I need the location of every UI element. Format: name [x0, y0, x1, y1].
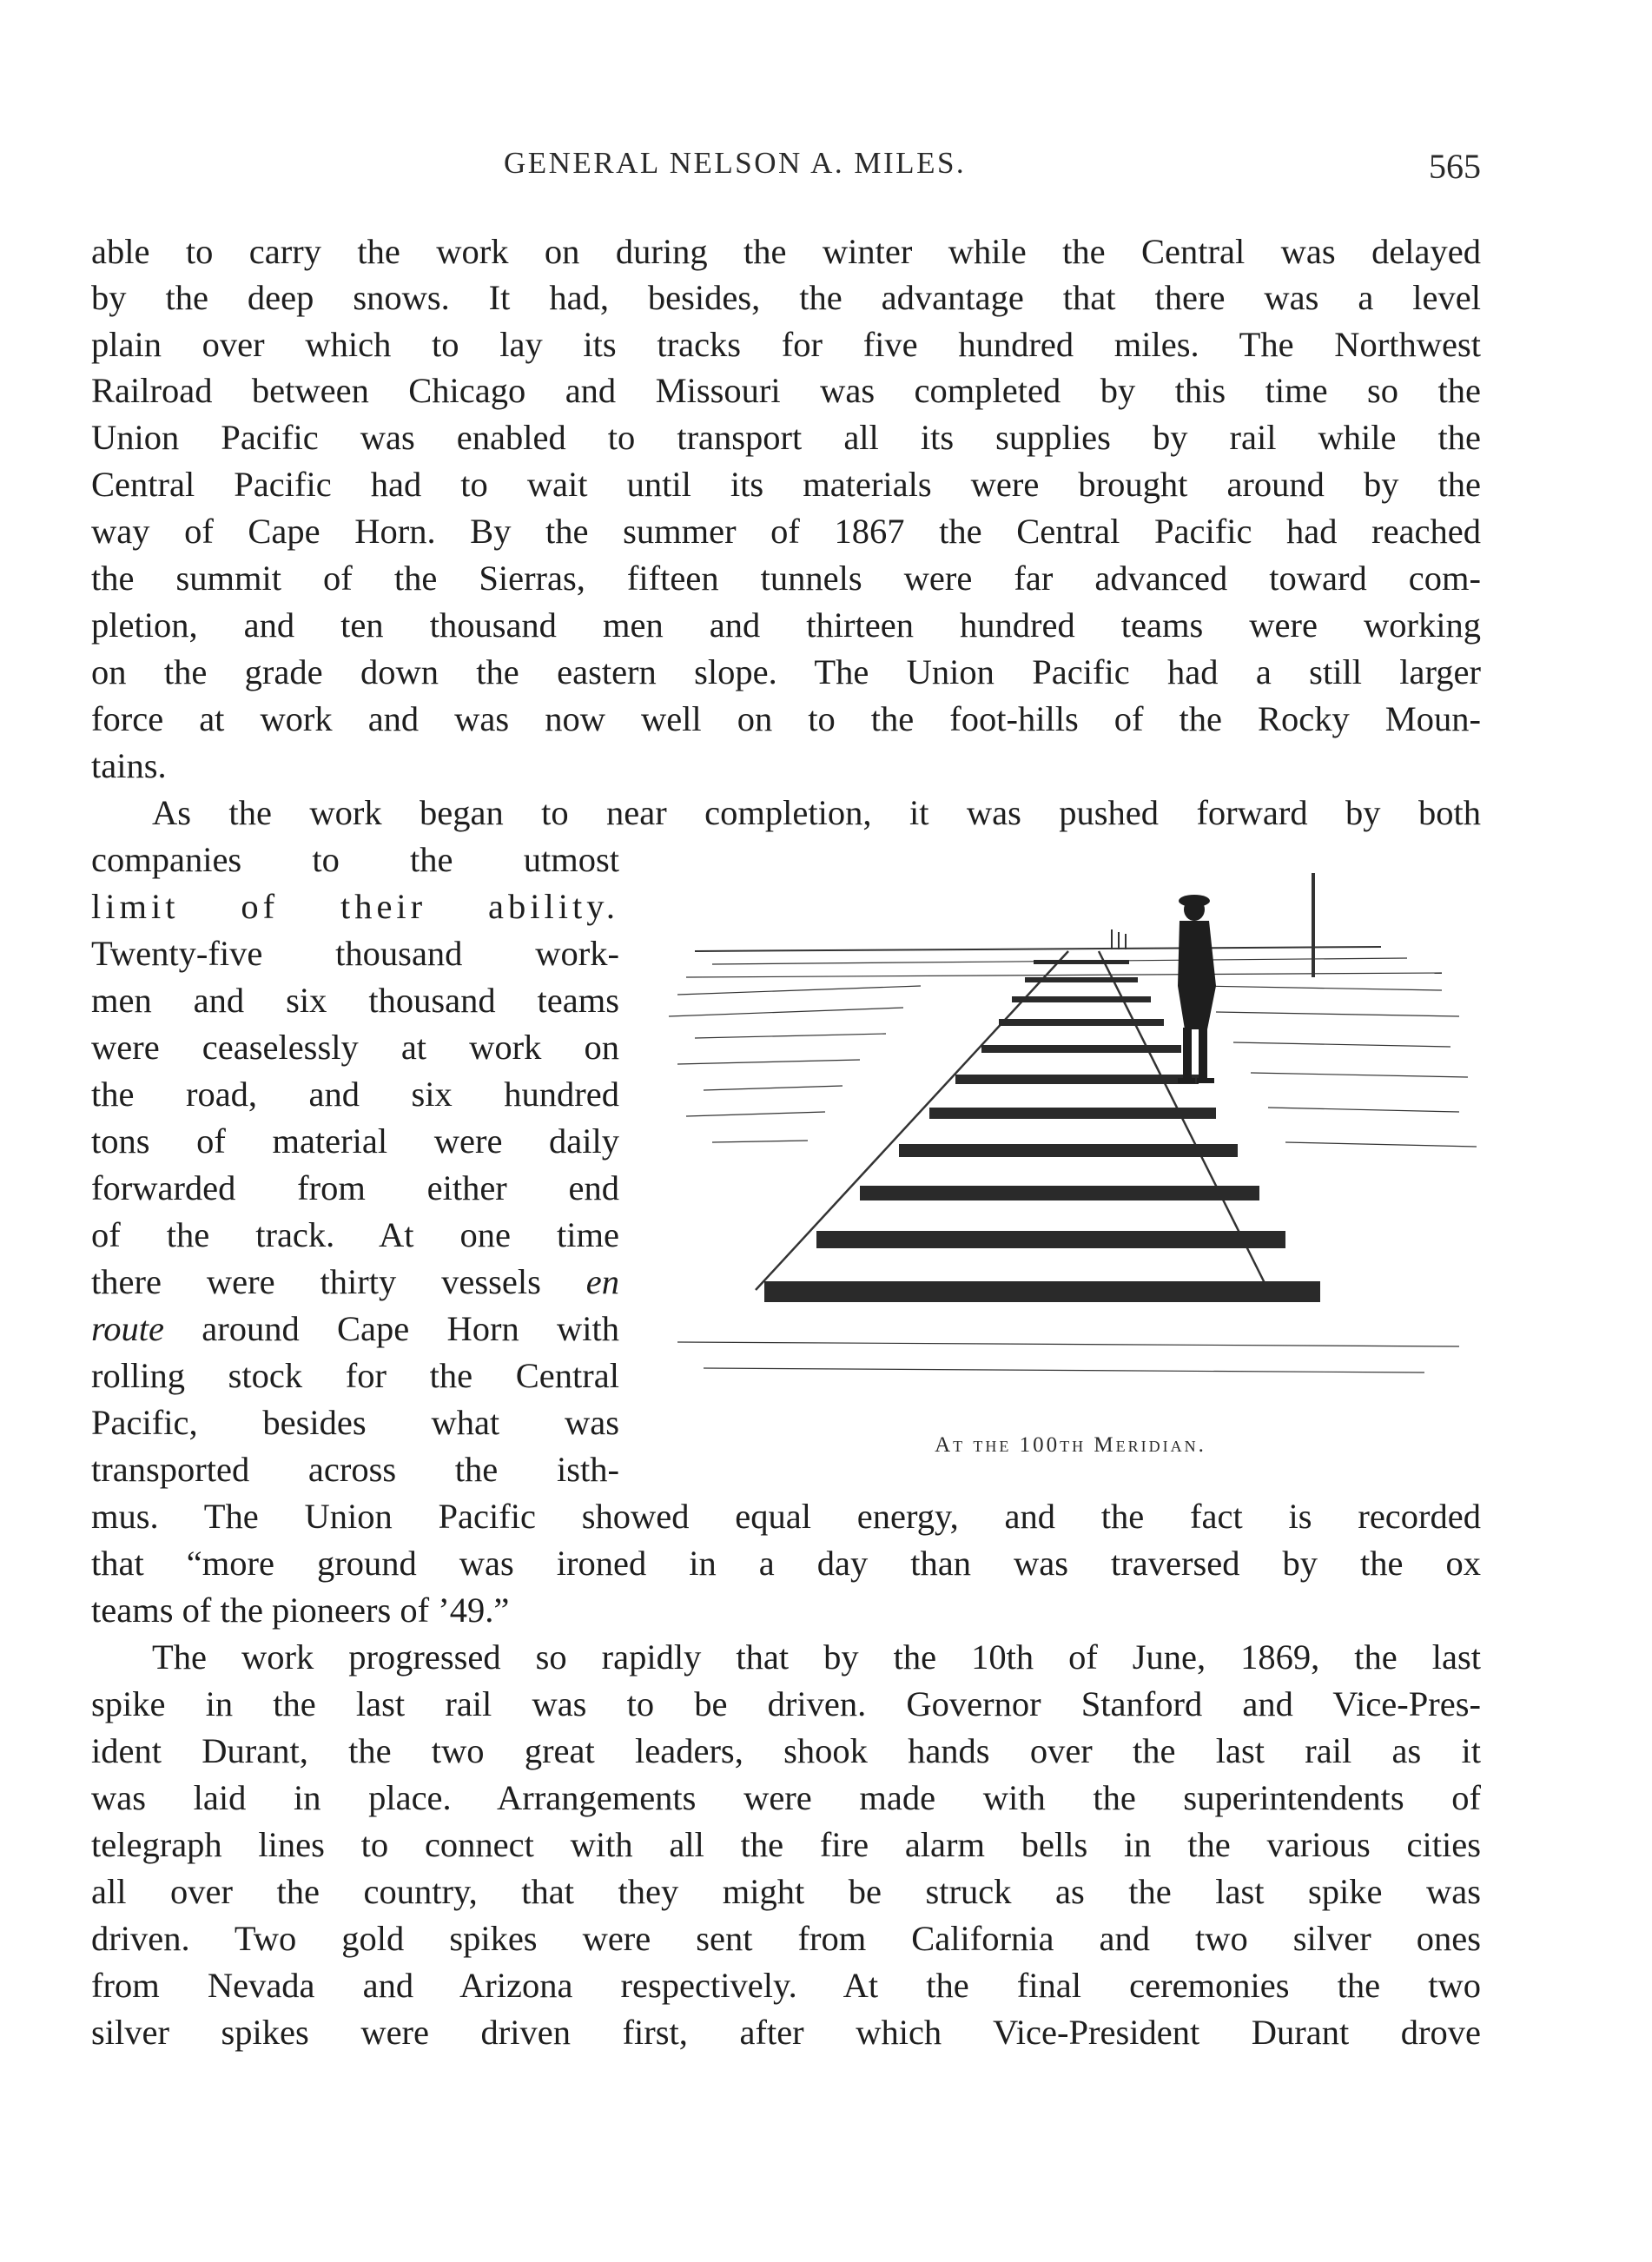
text-line: pletion, and ten thousand men and thirteen hundred teams were working — [91, 605, 1481, 645]
text-line: from Nevada and Arizona respectively. At the final ceremonies the two — [91, 1966, 1481, 2005]
text-line: Railroad between Chicago and Missouri was completed by this time so the — [91, 371, 1481, 410]
railroad-ties — [764, 960, 1320, 1302]
figure-caption: At the 100th Meridian. — [935, 1433, 1206, 1457]
text-line: driven. Two gold spikes were sent from California and two silver ones — [91, 1919, 1481, 1958]
text-line: by the deep snows. It had, besides, the advantage that there was a level — [91, 278, 1481, 317]
text-line — [91, 1260, 619, 1304]
engraving-illustration — [660, 856, 1481, 1412]
text-line: silver spikes were driven first, after which Vice-President Durant drove — [91, 2013, 1481, 2052]
text-line: spike in the last rail was to be driven. Governor Stanford and Vice-Pres- — [91, 1684, 1481, 1723]
text-line: tains. — [91, 746, 167, 785]
running-head-title: GENERAL NELSON A. MILES. — [504, 146, 967, 180]
text-line: tons of material were daily — [91, 1121, 619, 1161]
text-line: teams of the pioneers of ’49.” — [91, 1591, 510, 1630]
text-line: men and six thousand teams — [91, 981, 619, 1020]
text-line: that “more ground was ironed in a day than was traversed by the ox — [91, 1544, 1481, 1583]
text-line: forwarded from either end — [91, 1168, 619, 1207]
text-line: Central Pacific had to wait until its materials were brought around by the — [91, 465, 1481, 504]
text-line — [91, 1307, 619, 1351]
text-span: around Cape Horn with — [164, 1309, 619, 1348]
text-line: plain over which to lay its tracks for five hundred miles. The Northwest — [91, 325, 1481, 364]
text-line: was laid in place. Arrangements were made with the superintendents of — [91, 1778, 1481, 1817]
text-line: Union Pacific was enabled to transport all its supplies by rail while the — [91, 418, 1481, 457]
illustration-railroad-track — [660, 856, 1481, 1498]
text-line: force at work and was now well on to the foot-hills of the Rocky Moun- — [91, 699, 1481, 738]
text-line: the summit of the Sierras, fifteen tunnels were far advanced toward com- — [91, 559, 1481, 598]
italic-word: en — [585, 1262, 620, 1301]
text-line: companies to the utmost — [91, 840, 619, 879]
text-line: able to carry the work on during the winter while the Central was delayed — [91, 232, 1481, 271]
text-line: on the grade down the eastern slope. The Union Pacific had a still larger — [91, 652, 1481, 691]
text-line: transported across the isth- — [91, 1450, 619, 1489]
paragraph-first-line: The work progressed so rapidly that by the 10th of June, 1869, the last — [152, 1637, 1481, 1677]
italic-word: route — [91, 1309, 164, 1348]
text-line: Twenty-five thousand work- — [91, 934, 619, 973]
page-number: 565 — [1429, 147, 1481, 186]
man-figure — [1178, 895, 1216, 1083]
text-line: the road, and six hundred — [91, 1075, 619, 1114]
text-span: there were thirty vessels — [91, 1262, 541, 1301]
text-line: were ceaselessly at work on — [91, 1028, 619, 1067]
text-line: all over the country, that they might be struck as the last spike was — [91, 1872, 1481, 1911]
text-line: mus. The Union Pacific showed equal energy, and the fact is recorded — [91, 1497, 1481, 1536]
text-line: Pacific, besides what was — [91, 1403, 619, 1442]
text-line: telegraph lines to connect with all the fire alarm bells in the various cities — [91, 1825, 1481, 1864]
text-line: rolling stock for the Central — [91, 1356, 619, 1395]
text-line: way of Cape Horn. By the summer of 1867 the Central Pacific had reached — [91, 512, 1481, 551]
paragraph-first-line: As the work began to near completion, it was pushed forward by both — [152, 793, 1481, 832]
text-line: of the track. At one time — [91, 1215, 619, 1254]
running-header — [91, 146, 1481, 189]
text-line: limit of their ability. — [91, 887, 619, 926]
text-line: ident Durant, the two great leaders, shook hands over the last rail as it — [91, 1731, 1481, 1770]
